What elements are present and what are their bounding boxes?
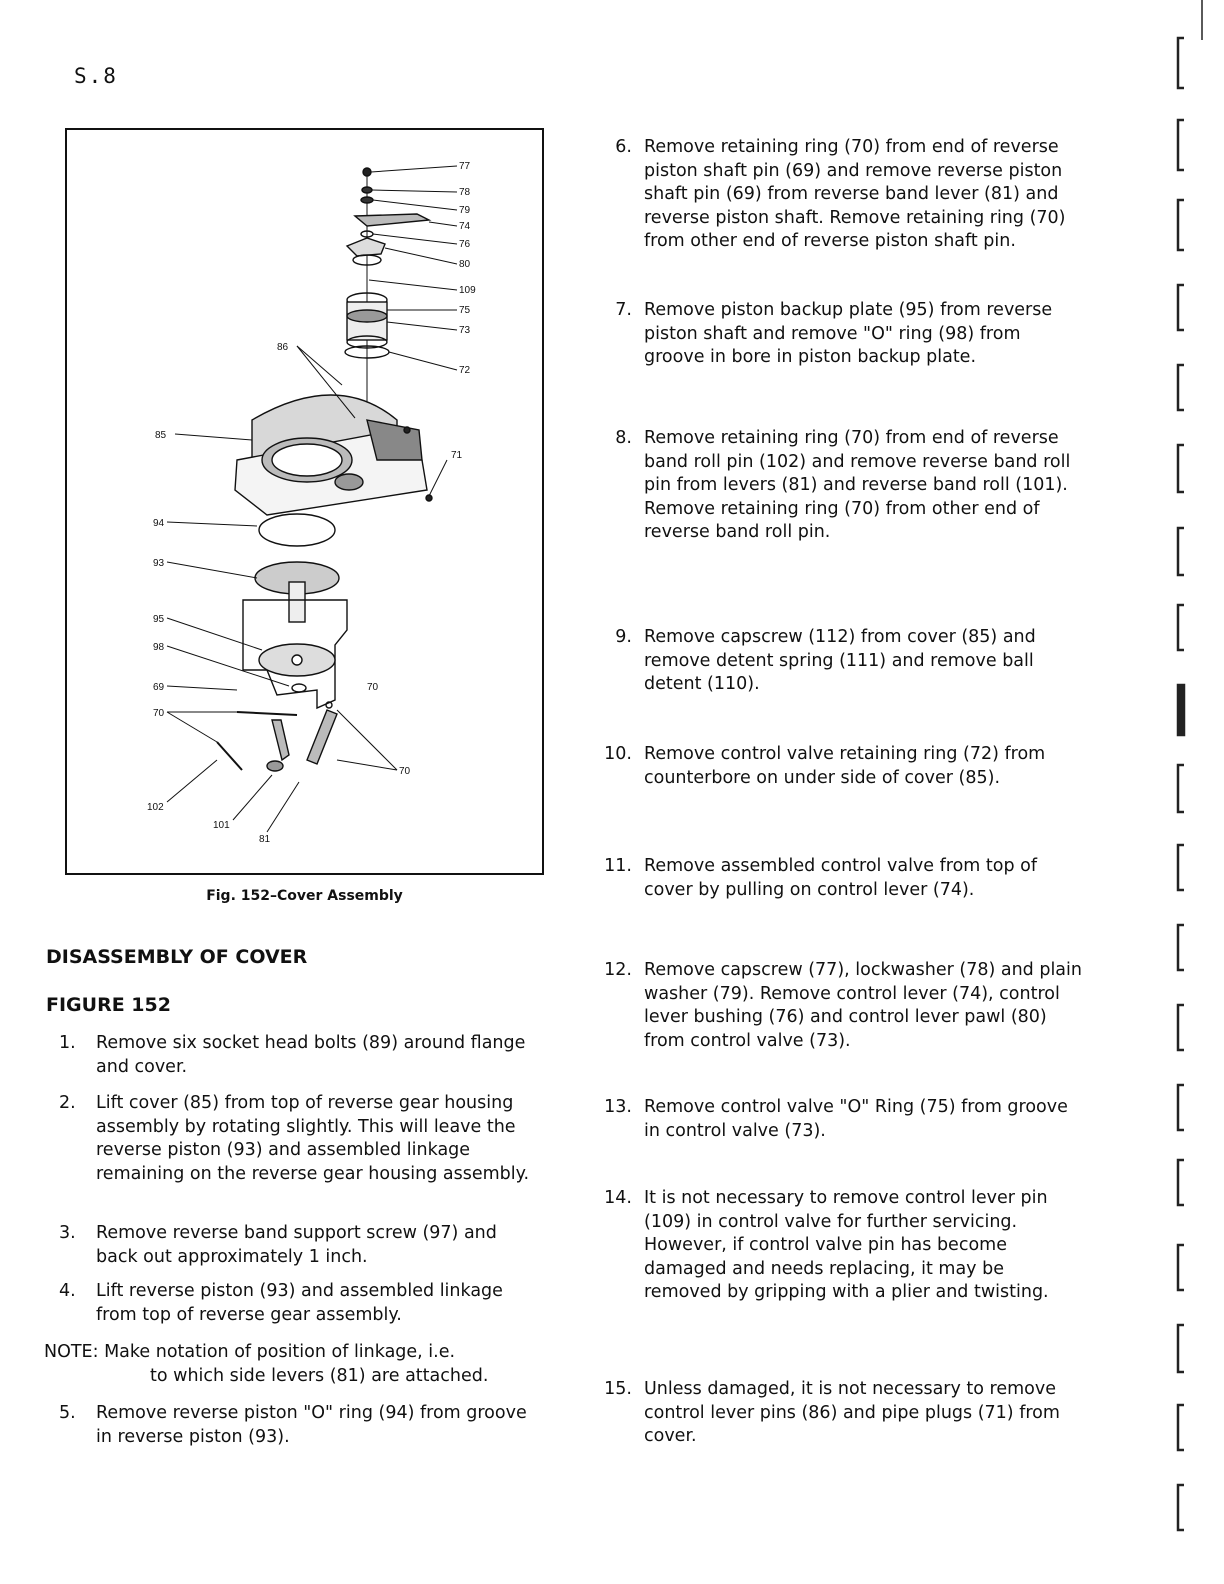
step-text: Remove reverse band support screw (97) and back out approximately 1 inch.: [96, 1223, 497, 1267]
step-number: 14.: [604, 1188, 632, 1208]
callout-label: 85: [155, 430, 167, 441]
step-text: Remove six socket head bolts (89) around flange and cover.: [96, 1033, 526, 1077]
callout-label: 70: [367, 682, 379, 693]
callout-label: 95: [153, 614, 165, 625]
step-text: Remove control valve "O" Ring (75) from groove in control valve (73).: [644, 1097, 1068, 1141]
section-subtitle: FIGURE 152: [46, 994, 171, 1016]
step-text: It is not necessary to remove control lever pin (109) in control valve for further servicing. However, if control valve pin has become damaged and needs replacing, it may be removed by gripping with a plier and twisting.: [644, 1188, 1049, 1302]
callout-label: 93: [153, 558, 165, 569]
step-text: Remove capscrew (112) from cover (85) and remove detent spring (111) and remove ball detent (110).: [644, 627, 1036, 694]
callout-label: 70: [153, 708, 165, 719]
step-number: 5.: [59, 1403, 76, 1423]
step-text: Remove assembled control valve from top of cover by pulling on control lever (74).: [644, 856, 1038, 900]
callout-label: 98: [153, 642, 165, 653]
callout-label: 69: [153, 682, 165, 693]
figure-caption: Fig. 152–Cover Assembly: [206, 888, 403, 904]
callout-label: 71: [451, 450, 463, 461]
binder-edge-marks: [1150, 0, 1224, 1584]
step-text: Remove retaining ring (70) from end of reverse piston shaft pin (69) and remove reverse piston shaft pin (69) from reverse band lever (81) and reverse piston shaft. Remove retaining ring (70) from other end of reverse piston shaft pin.: [644, 137, 1066, 251]
step-number: 1.: [59, 1033, 76, 1053]
callout-label: 94: [153, 518, 165, 529]
note-line: NOTE: Make notation of position of linkage, i.e.: [44, 1342, 456, 1362]
step-text: Unless damaged, it is not necessary to remove control lever pins (86) and pipe plugs (71) from cover.: [644, 1379, 1060, 1446]
figure-cover-assembly: [65, 128, 544, 875]
step-number: 4.: [59, 1281, 76, 1301]
note-line: to which side levers (81) are attached.: [150, 1366, 489, 1386]
callout-label: 72: [459, 365, 471, 376]
step-number: 10.: [604, 744, 632, 764]
step-number: 3.: [59, 1223, 76, 1243]
step-number: 7.: [615, 300, 632, 320]
callout-label: 74: [459, 221, 471, 232]
step-number: 6.: [615, 137, 632, 157]
step-text: Remove capscrew (77), lockwasher (78) and plain washer (79). Remove control lever (74), control lever bushing (76) and control lever pawl (80) from control valve (73).: [644, 960, 1082, 1051]
step-number: 11.: [604, 856, 632, 876]
callout-label: 77: [459, 161, 471, 172]
page-number: S.8: [74, 64, 118, 88]
callout-label: 75: [459, 305, 471, 316]
callout-label: 79: [459, 205, 471, 216]
section-title: DISASSEMBLY OF COVER: [46, 946, 308, 968]
callout-label: 70: [399, 766, 411, 777]
step-text: Lift reverse piston (93) and assembled linkage from top of reverse gear assembly.: [96, 1281, 503, 1325]
callout-label: 86: [277, 342, 289, 353]
step-text: Remove retaining ring (70) from end of reverse band roll pin (102) and remove reverse band roll pin from levers (81) and reverse band roll (101). Remove retaining ring (70) from other end of reverse band roll pin.: [644, 428, 1071, 542]
step-number: 8.: [615, 428, 632, 448]
exploded-view-illustration: [67, 130, 541, 872]
step-text: Remove control valve retaining ring (72) from counterbore on under side of cover (85).: [644, 744, 1046, 788]
step-number: 9.: [615, 627, 632, 647]
step-text: Remove piston backup plate (95) from reverse piston shaft and remove "O" ring (98) from groove in bore in piston backup plate.: [644, 300, 1053, 367]
callout-label: 81: [259, 834, 271, 845]
step-text: Lift cover (85) from top of reverse gear housing assembly by rotating slightly. This will leave the reverse piston (93) and assembled linkage remaining on the reverse gear housing assembly.: [96, 1093, 530, 1184]
callout-label: 78: [459, 187, 471, 198]
step-number: 13.: [604, 1097, 632, 1117]
callout-label: 73: [459, 325, 471, 336]
step-number: 12.: [604, 960, 632, 980]
callout-label: 102: [147, 802, 164, 813]
step-number: 2.: [59, 1093, 76, 1113]
step-number: 15.: [604, 1379, 632, 1399]
callout-label: 101: [213, 820, 230, 831]
callout-label: 76: [459, 239, 471, 250]
callout-label: 80: [459, 259, 471, 270]
step-text: Remove reverse piston "O" ring (94) from groove in reverse piston (93).: [96, 1403, 527, 1447]
callout-label: 109: [459, 285, 476, 296]
